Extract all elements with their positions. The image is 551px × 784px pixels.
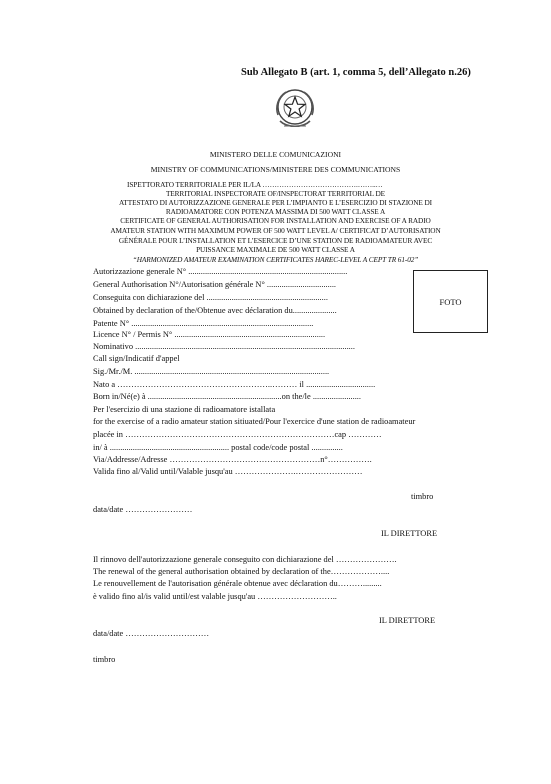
republic-emblem-icon [272,85,318,133]
certificate-title-line: PUISSANCE MAXIMALE DE 500 WATT CLASSE A [196,245,355,254]
harec-line: “HARMONIZED AMATEUR EXAMINATION CERTIFICATES HAREC-LEVEL A CEPT TR 61-02” [132,255,419,264]
field-station-en-fr: for the exercise of a radio amateur station sitiuated/Pour l'exercice d'une station de radioamateur [93,417,416,426]
photo-label: FOTO [439,296,462,307]
field-authorisation-number-en-fr: General Authorisation N°/Autorisation générale N° ................................. [93,280,337,289]
field-place-postcode-it: placée in …………………………………………………………………cap ………… [93,430,382,439]
annex-header: Sub Allegato B (art. 1, comma 5, dell’Allegato n.26) [241,67,471,78]
certificate-title-line: GÉNÉRALE POUR L’INSTALLATION ET L’ESERCICE D’UNE STATION DE RADIOAMATEUR AVEC [118,236,433,245]
field-obtained-declaration-it: Conseguita con dichiarazione del .......................................................... [93,293,328,302]
field-licence-number-en-fr: Licence N° / Permis N° ........................................................................ [93,330,326,339]
ministry-title-en-fr: MINISTRY OF COMMUNICATIONS/MINISTERE DES COMMUNICATIONS [150,165,401,174]
ministry-title-it: MINISTERO DELLE COMUNICAZIONI [209,150,342,159]
renewal-line: The renewal of the general authorisation obtained by declaration of the……………….... [93,567,390,576]
director-signature-label: IL DIRETTORE [381,529,438,538]
field-authorisation-number-it: Autorizzazione generale N° ............................................................................ [93,267,348,276]
renewal-line: è valido fino al/is valid until/est valable jusqu'au ……………………….. [93,592,337,601]
director-signature-label: IL DIRETTORE [379,616,436,625]
field-name: Sig./Mr./M. ............................................................................................. [93,367,330,376]
stamp-label: timbro [411,492,434,501]
field-place-postcode-en-fr: in/ à ......................................................... postal code/code postal ............... [93,443,343,452]
certificate-title-line: ATTESTATO DI AUTORIZZAZIONE GENERALE PER L’IMPIANTO E L’ESERCIZIO DI STAZIONE DI [119,198,432,207]
date-field: data/date …………………… [93,505,193,514]
field-call-sign-en-fr: Call sign/Indicatif d'appel [93,354,180,363]
certificate-title-line: RADIOAMATORE CON POTENZA MASSIMA DI 500 WATT CLASSE A [165,207,386,216]
field-obtained-declaration-en-fr: Obtained by declaration of the/Obtenue avec déclaration du..................... [93,306,337,315]
field-born-it: Nato a ………………………………………………..……… il ................................. [93,380,376,389]
renewal-line: Il rinnovo dell'autorizzazione generale conseguito con dichiarazione del …………………. [93,555,397,564]
field-call-sign-it: Nominativo ......................................................................................................... [93,342,355,351]
inspectorate-line-translation: TERRITORIAL INSPECTORATE OF/INSPECTORAT TERRITORIAL DE [165,189,386,198]
date-field: data/date ………………………… [93,629,210,638]
certificate-title-line: CERTIFICATE OF GENERAL AUTHORISATION FOR INSTALLATION AND EXERCISE OF A RADIO [120,216,431,225]
stamp-label: timbro [93,655,116,664]
renewal-line: Le renouvellement de l'autorisation générale obtenue avec déclaration du………......... [93,579,382,588]
certificate-title-line: AMATEUR STATION WITH MAXIMUM POWER OF 500 WATT LEVEL A/ CERTIFICAT D’AUTORISATION [110,226,441,235]
photo-box [413,270,488,333]
inspectorate-line: ISPETTORATO TERRITORIALE PER IL/LA ………………………………….……..… [127,180,383,189]
field-licence-number-it: Patente N° ....................................................................................... [93,319,314,328]
field-valid-until: Valida fino al/Valid until/Valable jusqu'au ………………….…………………… [93,467,363,476]
field-address: Via/Addresse/Adresse ………………………………………………n°……………. [93,455,372,464]
field-station-it: Per l'esercizio di una stazione di radioamatore istallata [93,405,276,414]
field-born-en-fr: Born in/Né(e) à ................................................................on the/le ....................... [93,392,361,401]
